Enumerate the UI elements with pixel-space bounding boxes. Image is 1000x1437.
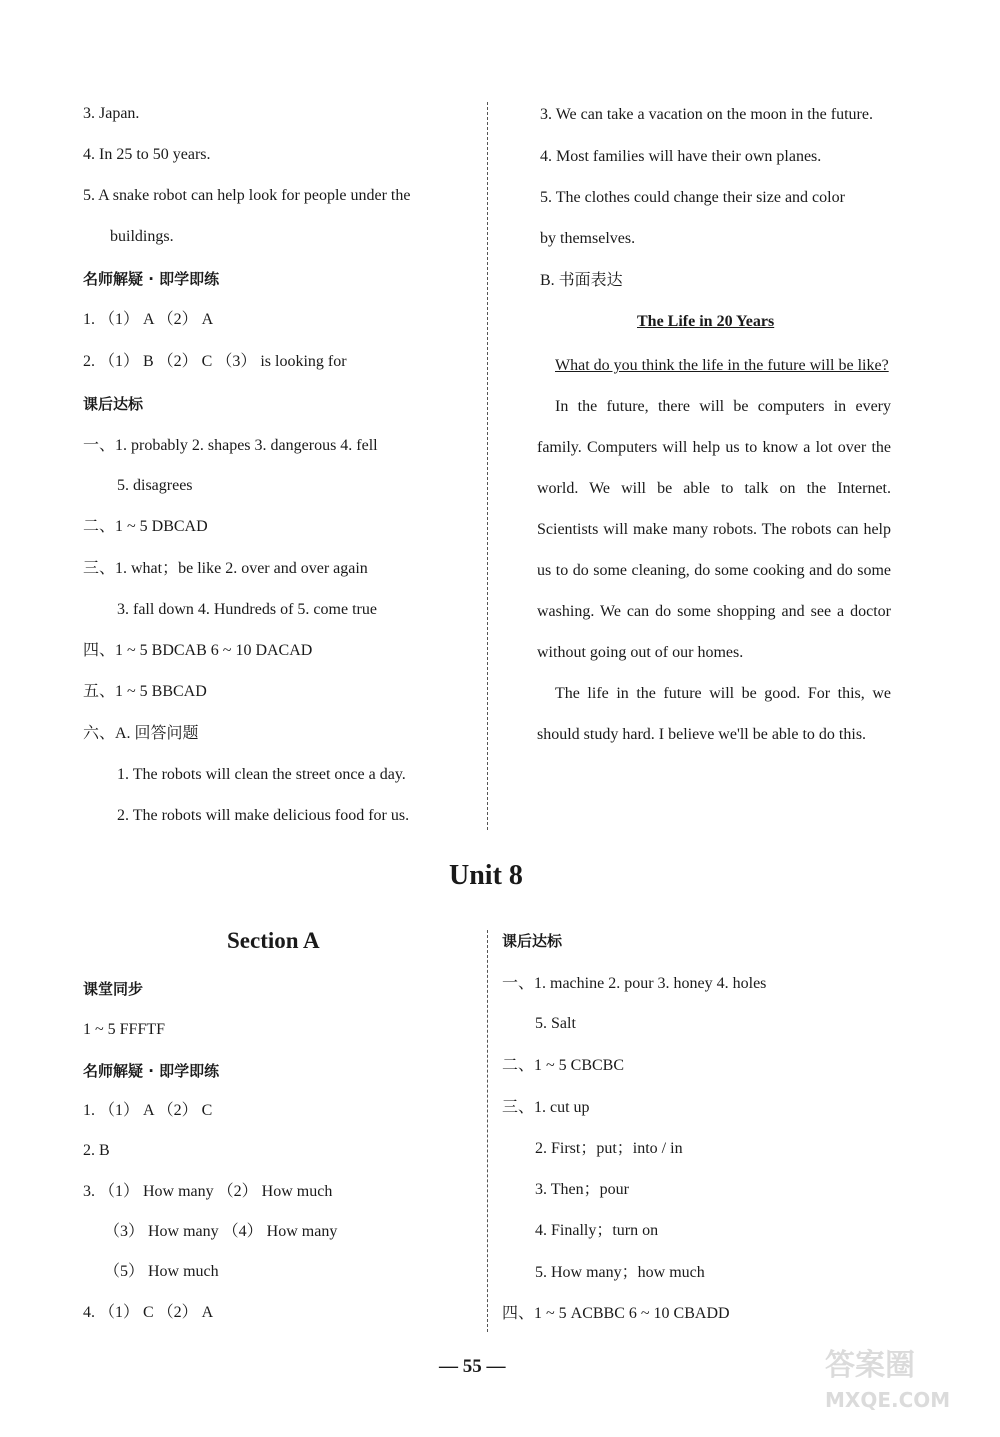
watermark-logo: [790, 1337, 980, 1417]
svg-text:答案圈: 答案圈: [825, 1348, 915, 1383]
answer-line: 5. Salt: [535, 1015, 576, 1032]
answer-line: 5. A snake robot can help look for people under the: [83, 187, 411, 204]
answer-line: 3. Then；pour: [535, 1181, 629, 1198]
answer-line: 4. In 25 to 50 years.: [83, 146, 211, 163]
answer-line: 二、1 ~ 5 CBCBC: [502, 1057, 625, 1074]
answer-line: 一、1. probably 2. shapes 3. dangerous 4. fell: [83, 437, 378, 454]
column-divider-bottom: [487, 930, 488, 1332]
answer-line: 1. （1） A （2） C: [83, 1102, 213, 1119]
essay-title: The Life in 20 Years: [637, 313, 775, 330]
answer-line: 五、1 ~ 5 BBCAD: [83, 683, 207, 700]
essay-prompt: What do you think the life in the future will be like?: [555, 357, 889, 374]
answer-line: 5. How many；how much: [535, 1264, 705, 1281]
answer-line: 一、1. machine 2. pour 3. honey 4. holes: [502, 975, 767, 992]
answer-line: 4. （1） C （2） A: [83, 1304, 214, 1321]
page-number: — 55 —: [439, 1356, 506, 1377]
answer-line: 3. （1） How many （2） How much: [83, 1183, 333, 1200]
column-divider-top: [487, 102, 488, 830]
answer-line: 1. The robots will clean the street once a day.: [117, 766, 406, 783]
answer-line: 六、A. 回答问题: [83, 725, 199, 742]
answer-line: 1. （1） A （2） A: [83, 311, 214, 328]
answer-line: 1 ~ 5 FFFTF: [83, 1021, 166, 1038]
answer-line: 2. The robots will make delicious food for us.: [117, 807, 410, 824]
answer-line: 3. We can take a vacation on the moon in the future.: [540, 106, 873, 123]
answer-line: 2. First；put；into / in: [535, 1140, 683, 1157]
answer-line: 2. （1） B （2） C （3） is looking for: [83, 353, 347, 370]
unit-title: Unit 8: [449, 860, 523, 891]
svg-text:MXQE.COM: MXQE.COM: [825, 1388, 951, 1412]
answer-line: 4. Finally；turn on: [535, 1222, 659, 1239]
answer-line: 3. Japan.: [83, 105, 140, 122]
section-heading: 课后达标: [83, 395, 144, 413]
section-title: Section A: [227, 928, 320, 953]
answer-line: 三、1. what；be like 2. over and over again: [83, 560, 368, 577]
essay-paragraph: In the future, there will be computers in every family. Computers will help us to know a lot over the world. We will be able to talk on the Internet. Scientists will make many robots. The robots can help us to do some cleaning, do some cooking and do some washing. We can do some shopping and see a doctor without going out of our homes.: [537, 398, 891, 661]
answer-line: B. 书面表达: [540, 272, 623, 289]
essay-paragraph: The life in the future will be good. For this, we should study hard. I believe we'll be able to do this.: [537, 685, 891, 743]
answer-line: 2. B: [83, 1142, 110, 1159]
answer-line: 5. The clothes could change their size and color: [540, 189, 845, 206]
answer-line: 5. disagrees: [117, 477, 193, 494]
section-heading: 课堂同步: [83, 980, 144, 998]
answer-line: 3. fall down 4. Hundreds of 5. come true: [117, 601, 377, 618]
section-heading: 名师解疑 · 即学即练: [83, 1062, 220, 1080]
section-heading: 名师解疑 · 即学即练: [83, 270, 220, 288]
section-heading: 课后达标: [502, 932, 563, 950]
answer-line: （3） How many （4） How many: [104, 1223, 338, 1240]
answer-line: 二、1 ~ 5 DBCAD: [83, 518, 208, 535]
answer-line: 三、1. cut up: [502, 1099, 590, 1116]
answer-line: 四、1 ~ 5 ACBBC 6 ~ 10 CBADD: [502, 1305, 730, 1322]
answer-line: 4. Most families will have their own planes.: [540, 148, 822, 165]
answer-line: by themselves.: [540, 230, 636, 247]
answer-line: （5） How much: [104, 1263, 219, 1280]
answer-line: 四、1 ~ 5 BDCAB 6 ~ 10 DACAD: [83, 642, 313, 659]
essay-body: [537, 345, 891, 755]
answer-line: buildings.: [110, 228, 174, 245]
